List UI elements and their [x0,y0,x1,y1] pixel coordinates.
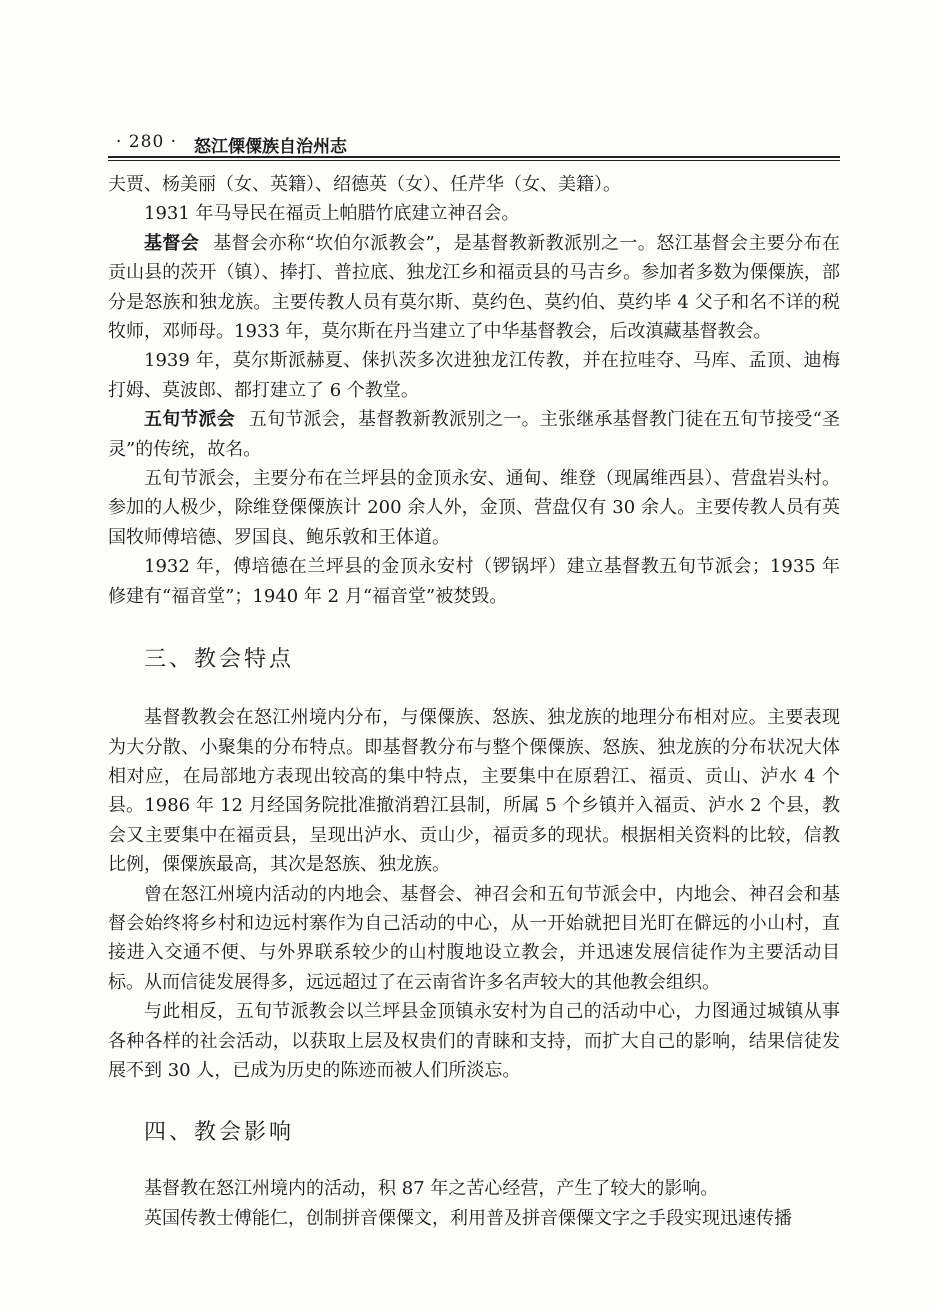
section3-paragraph: 基督教教会在怒江州境内分布，与傈僳族、怒族、独龙族的地理分布相对应。主要表现为大分散、小聚集的分布特点。即基督教分布与整个傈僳族、怒族、独龙族的分布状况大体相对应，在局部地方表现出较高的集中特点，主要集中在原碧江、福贡、贡山、泸水 4 个县。1986 年 12 月经国务院批准撤消碧江县制，所属 5 个乡镇并入福贡、泸水 2 个县，教会又主要集中在福贡县，呈现出泸水、贡山少，福贡多的现状。根据相关资料的比较，信教比例，傈僳族最高，其次是怒族、独龙族。 [108,707,840,876]
paragraph-wuxunjie-1932: 1932 年，傅培德在兰坪县的金顶永安村（锣锅坪）建立基督教五旬节派会；1935 年修建有“福音堂”；1940 年 2 月“福音堂”被焚毁。 [108,556,840,607]
section-heading-4: 四、教会影响 [144,1120,295,1146]
section3-paragraph: 与此相反，五旬节派教会以兰坪县金顶镇永安村为自己的活动中心，力图通过城镇从事各种各样的社会活动，以获取上层及权贵们的青睐和支持，而扩大自己的影响，结果信徒发展不到 30 人，已成为历史的陈迹而被人们所淡忘。 [108,1001,840,1081]
paragraph-shenzhaohui: 1931 年马导民在福贡上帕腊竹底建立神召会。 [144,203,520,225]
paragraph-continuation: 夫贾、杨美丽（女、英籍）、绍德英（女）、任芹华（女、美籍）。 [108,174,621,195]
section3-paragraph: 曾在怒江州境内活动的内地会、基督会、神召会和五旬节派会中，内地会、神召会和基督会始终将乡村和边远村寨作为自己活动的中心，从一开始就把目光盯在僻远的小山村，直接进入交通不便、与外界联系较少的山村腹地设立教会，并迅速发展信徒作为主要活动目标。从而信徒发展得多，远远超过了在云南省许多名声较大的其他教会组织。 [108,883,840,993]
section4-paragraph: 英国传教士傅能仁，创制拼音傈僳文，利用普及拼音傈僳文字之手段实现迅速传播 [144,1207,792,1229]
paragraph-jiduhui-1939: 1939 年，莫尔斯派赫夏、俫扒茨多次进独龙江传教，并在拉哇夺、马库、孟顶、迪梅打姆、莫波郎、都打建立了 6 个教堂。 [108,350,840,401]
term-wuxunjie: 五旬节派会 [144,409,235,431]
paragraph-jiduhui-intro [108,229,840,347]
jiduhui-text: 基督会亦称“坎伯尔派教会”，是基督教新教派别之一。怒江基督会主要分布在贡山县的茨开（镇）、捧打、普拉底、独龙江乡和福贡县的马吉乡。参加者多数为傈僳族，部分是怒族和独龙族。主要传教人员有莫尔斯、莫约色、莫约伯、莫约毕 4 父子和名不详的税牧师，邓师母。1933 年，莫尔斯在丹当建立了中华基督教会，后改滇藏基督教会。 [108,232,840,343]
term-jiduhui: 基督会 [144,232,200,254]
header-rule-thick [108,156,840,158]
wuxunjie-text: 五旬节派会，基督教新教派别之一。主张继承基督教门徒在五旬节接受“圣灵”的传统，故名。 [108,409,840,460]
page-number: · 280 · [116,132,178,152]
paragraph-wuxunjie-distribution: 五旬节派会，主要分布在兰坪县的金顶永安、通甸、维登（现属维西县）、营盘岩头村。参加的人极少，除维登傈僳族计 200 余人外，金顶、营盘仅有 30 余人。主要传教人员有英国牧师傅培德、罗国良、鲍乐敦和王体道。 [108,468,840,548]
section-heading-3: 三、教会特点 [144,647,295,673]
section4-paragraph: 基督教在怒江州境内的活动，积 87 年之苦心经营，产生了较大的影响。 [144,1178,719,1200]
page-header [108,128,840,156]
page-body [108,170,840,1233]
paragraph-wuxunjie-intro [108,405,840,464]
book-title: 怒江傈僳族自治州志 [194,137,347,157]
header-rule-thin [108,160,840,161]
